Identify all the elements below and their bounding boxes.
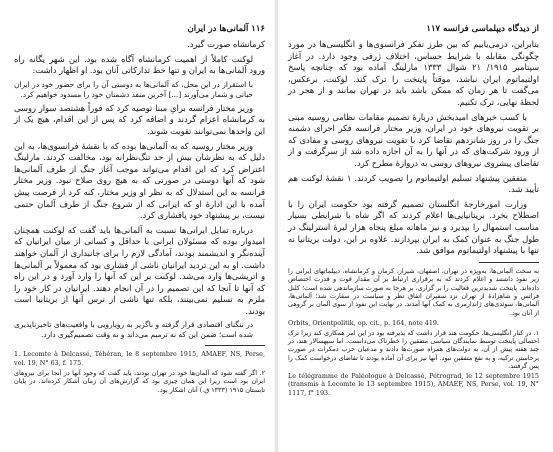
left-footnotes [14, 350, 265, 394]
left-page [0, 0, 275, 452]
right-running-head: از دیدگاه دیپلماسی فرانسه ۱۱۷ [426, 24, 539, 34]
footnote-rule [205, 345, 265, 346]
paragraph: درباره تمایل ایرانی‌ها نسبت به آلمانی‌ها باید گفت که لوکنت همچنان امیدوار بوده که مسئولان ایرانی با حداقل و کسانی از میان ایرانیان که آینده‌نگر و اندیشمند بودند، آمادگی لازم را برای جانبداری از آلمان خواهند داشت. او به این تردید ایرانیان ناشی از فشاری بود که معمولاً بر آلمانی‌ها و اتریشی‌ها وارد می‌شد. لوکنت بر این که آنها را وارد آورد و در این راه که آنها تا آنجا که این تصمیم را در آن انجام دهند. ایرانیان در کار خود را ملزم به تسلیم نمی‌بینند، بلکه تنها ناشی از ترس آنها از بریتانیا است بودند. [14, 224, 265, 316]
paragraph: متفقین پیشنهاد تسلیم اولتیماتوم را تصویب کردند. ۱ نقشهٔ لوکنت هم تأیید شد. [288, 172, 539, 195]
paragraph: وزیر مختار روسیه که به آلمانی‌ها بوده که با نقشهٔ فرانسوی‌ها، به این دلیل که به نظرشان بیش از حد تنگ‌نظرانه بود، مخالفت کردند. مارلینگ اعتراض کرد که این اقدام می‌تواند موجب آغاز جنگ از طرف آلمانی‌ها شود که آنها دوستی در صورتی که به هیچ روی صلاح نبود. وزیر مختار فرانسه به این استدلال که به نظر او وزیر مختار، کنه کرد از فرصت پیش آمده با این ادارهٔ او که ایرانی که از شروع جنگ از طرف آلمان حتمی نیست، بر پیشنهاد خود پافشاری کرد. [14, 140, 265, 221]
footnote-rule [479, 262, 539, 263]
footnote: 1. Lecomte à Delcassé, Téhéran, le 8 septembre 1915, AMAEF, NS, Perse, vol. 19, N° 63, f. 175. [14, 350, 265, 367]
paragraph: با کسب خبرهای امیدبخش دربارهٔ تصمیم مقامات نظامی روسیه مبنی بر تقویت نیروهای خود در ایران، وزیر مختار فرانسه فکر اجرای دشمنه جنگ را در روز شانزدهم تقاضا کرد با تقویت نیروهای روسی و مفادی که از ورود شرکت‌های که در آنها را به آن اجازه داده شد از سرگرفت و از تقاضای پیشروی نیروهای روسی به دروازهٔ مطرح کرد. [288, 111, 539, 168]
paragraph: بنابراین، درمی‌یابیم که بین طرز تفکر فرانسوی‌ها و انگلیسی‌ها در مورد چگونگی مقابله با شرایط حساس، اختلاف ژرفی وجود دارد. در آغاز سپتامبر ۱۹۱۵/ ۲۱ شوال ۱۳۳۳ مارلینگ آماده بود که چنانچه پاسخ اولتیماتوم ایران نباشد، موقتاً پایتخت را ترک کند. لوکنت، برعکس، می‌گفت تا هر زمان که ممکن باشد باید در تهران بمانند و از هجر در لحظهٔ نهایی، ترک تکنیم. [288, 39, 539, 107]
right-body-text [288, 39, 539, 257]
footnote: Orbits, Orientpolitik, op. cit., p. 164, note 419. [288, 318, 439, 327]
paragraph: لوکنت کاملاً از اهمیت کرمانشاه آگاه شده بود. این شهر یگانه راه ورود آلمانی‌ها به ایران و تنها خط تدارکاتی آنان بود. او اظهار داشت: [14, 53, 265, 76]
footnote: ۲. اگر گفته شود که آلمان‌ها خود در تهران بودند، باید گفت که وجود آنها در آنجا برای نیروهای ایران بود است زیرا این همان چیزی بود که گزارش‌های آن زمان آشکار کرده‌اند. در پایان تابستان ۱۹۱۵ (۱۳۳۳ ق.) آنان اشکار بود. [14, 368, 265, 394]
right-page [278, 0, 553, 452]
right-footnotes [288, 267, 539, 398]
block-quote: با استقرار در این محل، که آلمانی‌ها به دوستی آن را برای حضور خود در ایران حیاتی و شمار می‌آورند [...] آخرین منفذ دشمنان خود را مسدود خواهیم کرد. [14, 79, 253, 99]
paragraph: وزیر مختار فرانسه برایِ مبنا توصیه کرد که فوراً هشتصد سوار روسی به کرمانشاه اعزام گردند و اضافه کرد که پس از این اقدام، هیچ یک از این واحدها نمی‌توانند تقویت شوند. [14, 102, 265, 136]
footnote: به سخت آلمانی‌ها، به‌ویژه در تهران، اصفهان، شیراز، کرمان و کرمانشاه، دیپلماتهای ایرانی را زیر نفوذ داشتند و اعلام کردند که به برقراری ارتباط بر آن مقدار قوت و قدرت اختصاص داده‌اند. پایتخت شدیدترین فعالیت را بر گزاری، بر هرجا به صورت سازماندهی شده است؛ کلنل فراتس و شاهزادهٔ از تهران نزد سفیران اتفاق نظر و سیاست در سفارت شد؛ آلمانی‌ها، آلمانی‌ها، سوئدی‌های ژاندارمری به کمک آنها آمدند. در نهایت این نفوذ از سوی آلمان بر گروهی از آنان بود. [288, 266, 539, 317]
paragraph: کرمانشاه صورت گیرد. [187, 39, 265, 49]
footnote: ۱. در کنار انگلیسی‌ها، حکومت هند قرار داشت که پذیرفته بود در این امر همکاری کند زیرا ترک احتمالی پایتخت توسط نمایندگان سیاسی متفقین را خطرناک می‌دانست. اما سپهسالار هند، در چند هفته پیش از آن، به دولت‌های همراه صورت‌ها دادند و مدعیان حزب دمکرات در صورت برخاستن ترکیه، و به نفع متفقین نبود. آنها نیز برای آن آماده بودند تا تقاضای درخواست کمک را پس گرفتند. [288, 328, 539, 371]
footnote: Le télégramme de Paléologue à Delcassé, Pétrograd, le 12 septembre 1915 (transmis à Lecomte le 13 septembre 1915), AMAEF, NS, Perse, vol. 19, N° 1117, f° 193. [288, 372, 539, 397]
block-quote: در تنگنای اقتصادی قرار گرفته و ناگزیر به رویارویی با واقعیت‌های تاخیرناپذیری شده است؛ ضمن این که نه ترمیم می‌داند و نه وقت تصمیم‌گیری دارد. [14, 320, 253, 340]
paragraph: وزارت امورخارجهٔ انگلستان تصمیم گرفته بود حکومت ایران را با اصطلاح بخرد. بریتانیایی‌ها اعلام کردند که اگر شاه با شرایطی بسیار مناسب استمهال را بپذیرد و نیز ماهانه مبلغ پنجاه هزار لیرهٔ استرلینگ در طول جنگ به عنوان کمک به ایران بپردازند. علاوه بر این، دولت بریتانیا نه تنها با پیشنهاد اولتیماتوم موافق شد. [288, 198, 539, 256]
left-body-text [14, 39, 265, 340]
left-running-head: ۱۱۶ آلمانی‌ها در ایران [187, 24, 265, 34]
